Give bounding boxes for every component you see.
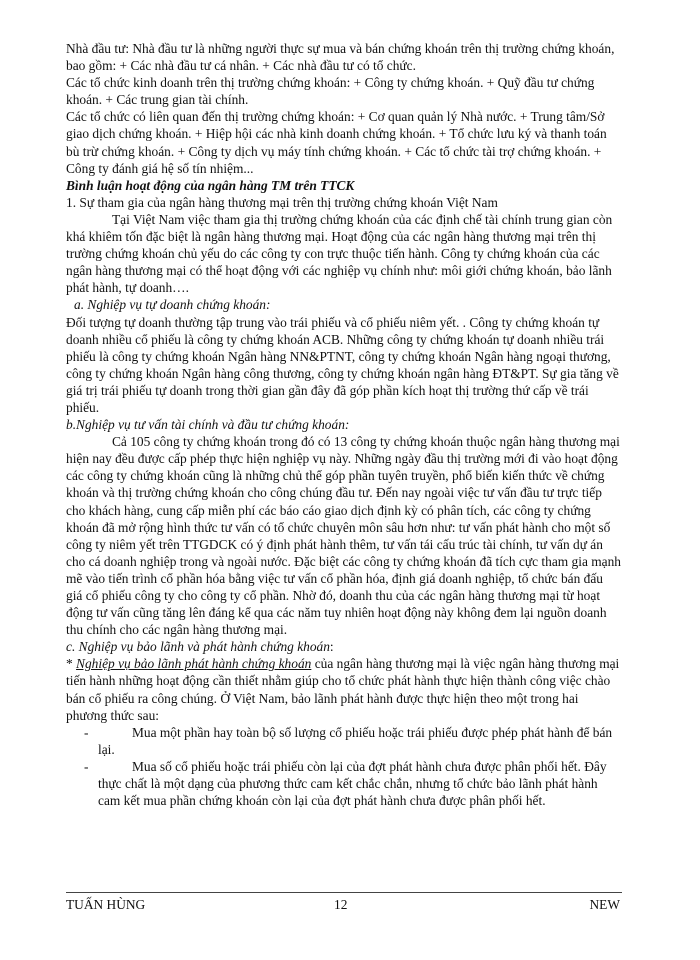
page-footer [66,897,622,917]
subheading-a: a. Nghiệp vụ tự doanh chứng khoán: [74,297,271,313]
page-number: 12 [334,897,348,912]
subheading-c [66,638,622,655]
section-title-1: 1. Sự tham gia của ngân hàng thương mại trên thị trường chứng khoán Việt Nam [66,194,498,210]
paragraph-proprietary-trading: Đối tượng tự doanh thường tập trung vào trái phiếu và cổ phiếu niêm yết. . Công ty chứng khoán tự doanh nhiều cổ phiếu là công ty chứng khoán ACB. Những công ty chứng khoán tự doanh nhiều trái phiếu là công ty chứng khoán Ngân hàng NN&PTNT, công ty chứng khoán Ngân hàng ngoại thương, công ty chứng khoán Ngân hàng công thương, công ty chứng khoán ngân hàng ĐT&PT. Sự gia tăng về giá trị trái phiếu tự doanh trong thời gian gần đây đã góp phần kích hoạt thị trường thứ cấp về trái phiếu. [66,314,619,415]
dash-marker: - [84,758,89,774]
subheading-c-colon: : [329,639,334,655]
list-item [66,724,622,758]
paragraph-investors: Nhà đầu tư: Nhà đầu tư là những người thực sự mua và bán chứng khoán trên thị trường chứng khoán, bao gồm: + Các nhà đầu tư cá nhân. + Các nhà đầu tư có tổ chức. [66,41,615,74]
document-body [66,40,622,809]
paragraph-advisory: Cả 105 công ty chứng khoán trong đó có 13 công ty chứng khoán thuộc ngân hàng thương mại hiện nay đều được cấp phép thực hiện nghiệp vụ này. Những ngày đầu thị trường mới đi vào hoạt động các công ty chứng khoán cũng là những chủ thể góp phần tuyên truyền, phổ biến kiến thức về chứng khoán và thị trường chứng khoán cho công chúng đầu tư. Đến nay ngoài việc tư vấn đầu tư trực tiếp cho khách hàng, cung cấp miễn phí các báo cáo giao dịch định kỳ có phân tích, các công ty chứng khoán đã mở rộng hình thức tư vấn có tổ chức chuyên môn sâu hơn như: tư vấn phát hành cho một số công ty niêm yết trên TTGDCK có ý định phát hành thêm, tư vấn tái cấu trúc tài chính, tư vấn dự án cho cá doanh nghiệp trong và ngoài nước. Đặc biệt các công ty chứng khoán đã tích cực tham gia mạnh mẽ vào tiến trình cổ phần hóa bằng việc tư vấn cổ phần hóa, định giá doanh nghiệp, tổ chức bán đấu giá cổ phiếu công ty cho công ty cổ phần. Nhờ đó, doanh thu của các ngân hàng thương mại từ hoạt động tư vấn cũng tăng lên đáng kể qua các năm tuy nhiên hoạt động này không đem lại nguồn doanh thu chính cho các ngân hàng thương mại. [66,434,621,638]
underwriting-text: của ngân hàng thương mại là việc ngân hàng thương mại tiến hành những hoạt động cần thiết nhằm giúp cho tổ chức phát hành thực hiện thành công việc chào bán cổ phiếu ra công chúng. Ở Việt Nam, bảo lãnh phát hành được thực hiện theo một trong hai phương thức sau: [66,656,620,723]
subheading-b: b.Nghiệp vụ tư vấn tài chính và đầu tư chứng khoán: [66,417,350,433]
bullet-star: * [66,656,77,672]
list-item-text: Mua số cổ phiếu hoặc trái phiếu còn lại của đợt phát hành chưa được phân phối hết. Đây thực chất là một dạng của phương thức cam kết chắc chắn, nhưng tổ chức bảo lãnh phát hành cam kết mua phần chứng khoán còn lại của đợt phát hành chưa được phân phối hết. [98,758,607,809]
list-item [66,758,622,809]
paragraph-business-orgs: Các tổ chức kinh doanh trên thị trường chứng khoán: + Công ty chứng khoán. + Quỹ đầu tư chứng khoán. + Các trung gian tài chính. [66,75,595,108]
dash-marker: - [84,724,89,740]
subheading-c-text: c. Nghiệp vụ bảo lãnh và phát hành chứng khoán [66,639,330,655]
section-heading: Bình luận hoạt động của ngân hàng TM trên TTCK [66,177,355,193]
underwriting-term: Nghiệp vụ bảo lãnh phát hành chứng khoán [76,656,312,672]
paragraph-underwriting [66,655,622,723]
footer-divider [66,892,622,893]
paragraph-participation: Tại Việt Nam việc tham gia thị trường chứng khoán của các định chế tài chính trung gian còn khá khiêm tốn đặc biệt là ngân hàng thương mại. Hoạt động của các ngân hàng thương mại trên thị trường chứng khoán chủ yếu do các công ty con trực thuộc tiến hành. Công ty chứng khoán của các ngân hàng thương mại có thể hoạt động với các nghiệp vụ chính như: môi giới chứng khoán, bảo lãnh phát hành, tự doanh…. [66,211,613,296]
footer-author: TUẤN HÙNG [66,897,146,912]
paragraph-related-orgs: Các tổ chức có liên quan đến thị trường chứng khoán: + Cơ quan quản lý Nhà nước. + Trung tâm/Sở giao dịch chứng khoán. + Hiệp hội các nhà kinh doanh chứng khoán. + Tổ chức lưu ký và thanh toán bù trừ chứng khoán. + Công ty dịch vụ máy tính chứng khoán. + Các tổ chức tài trợ chứng khoán. + Công ty đánh giá hệ số tín nhiệm... [66,109,607,176]
list-item-text: Mua một phần hay toàn bộ số lượng cổ phiếu hoặc trái phiếu được phép phát hành để bán lại. [98,724,613,757]
footer-right-label: NEW [589,897,620,912]
